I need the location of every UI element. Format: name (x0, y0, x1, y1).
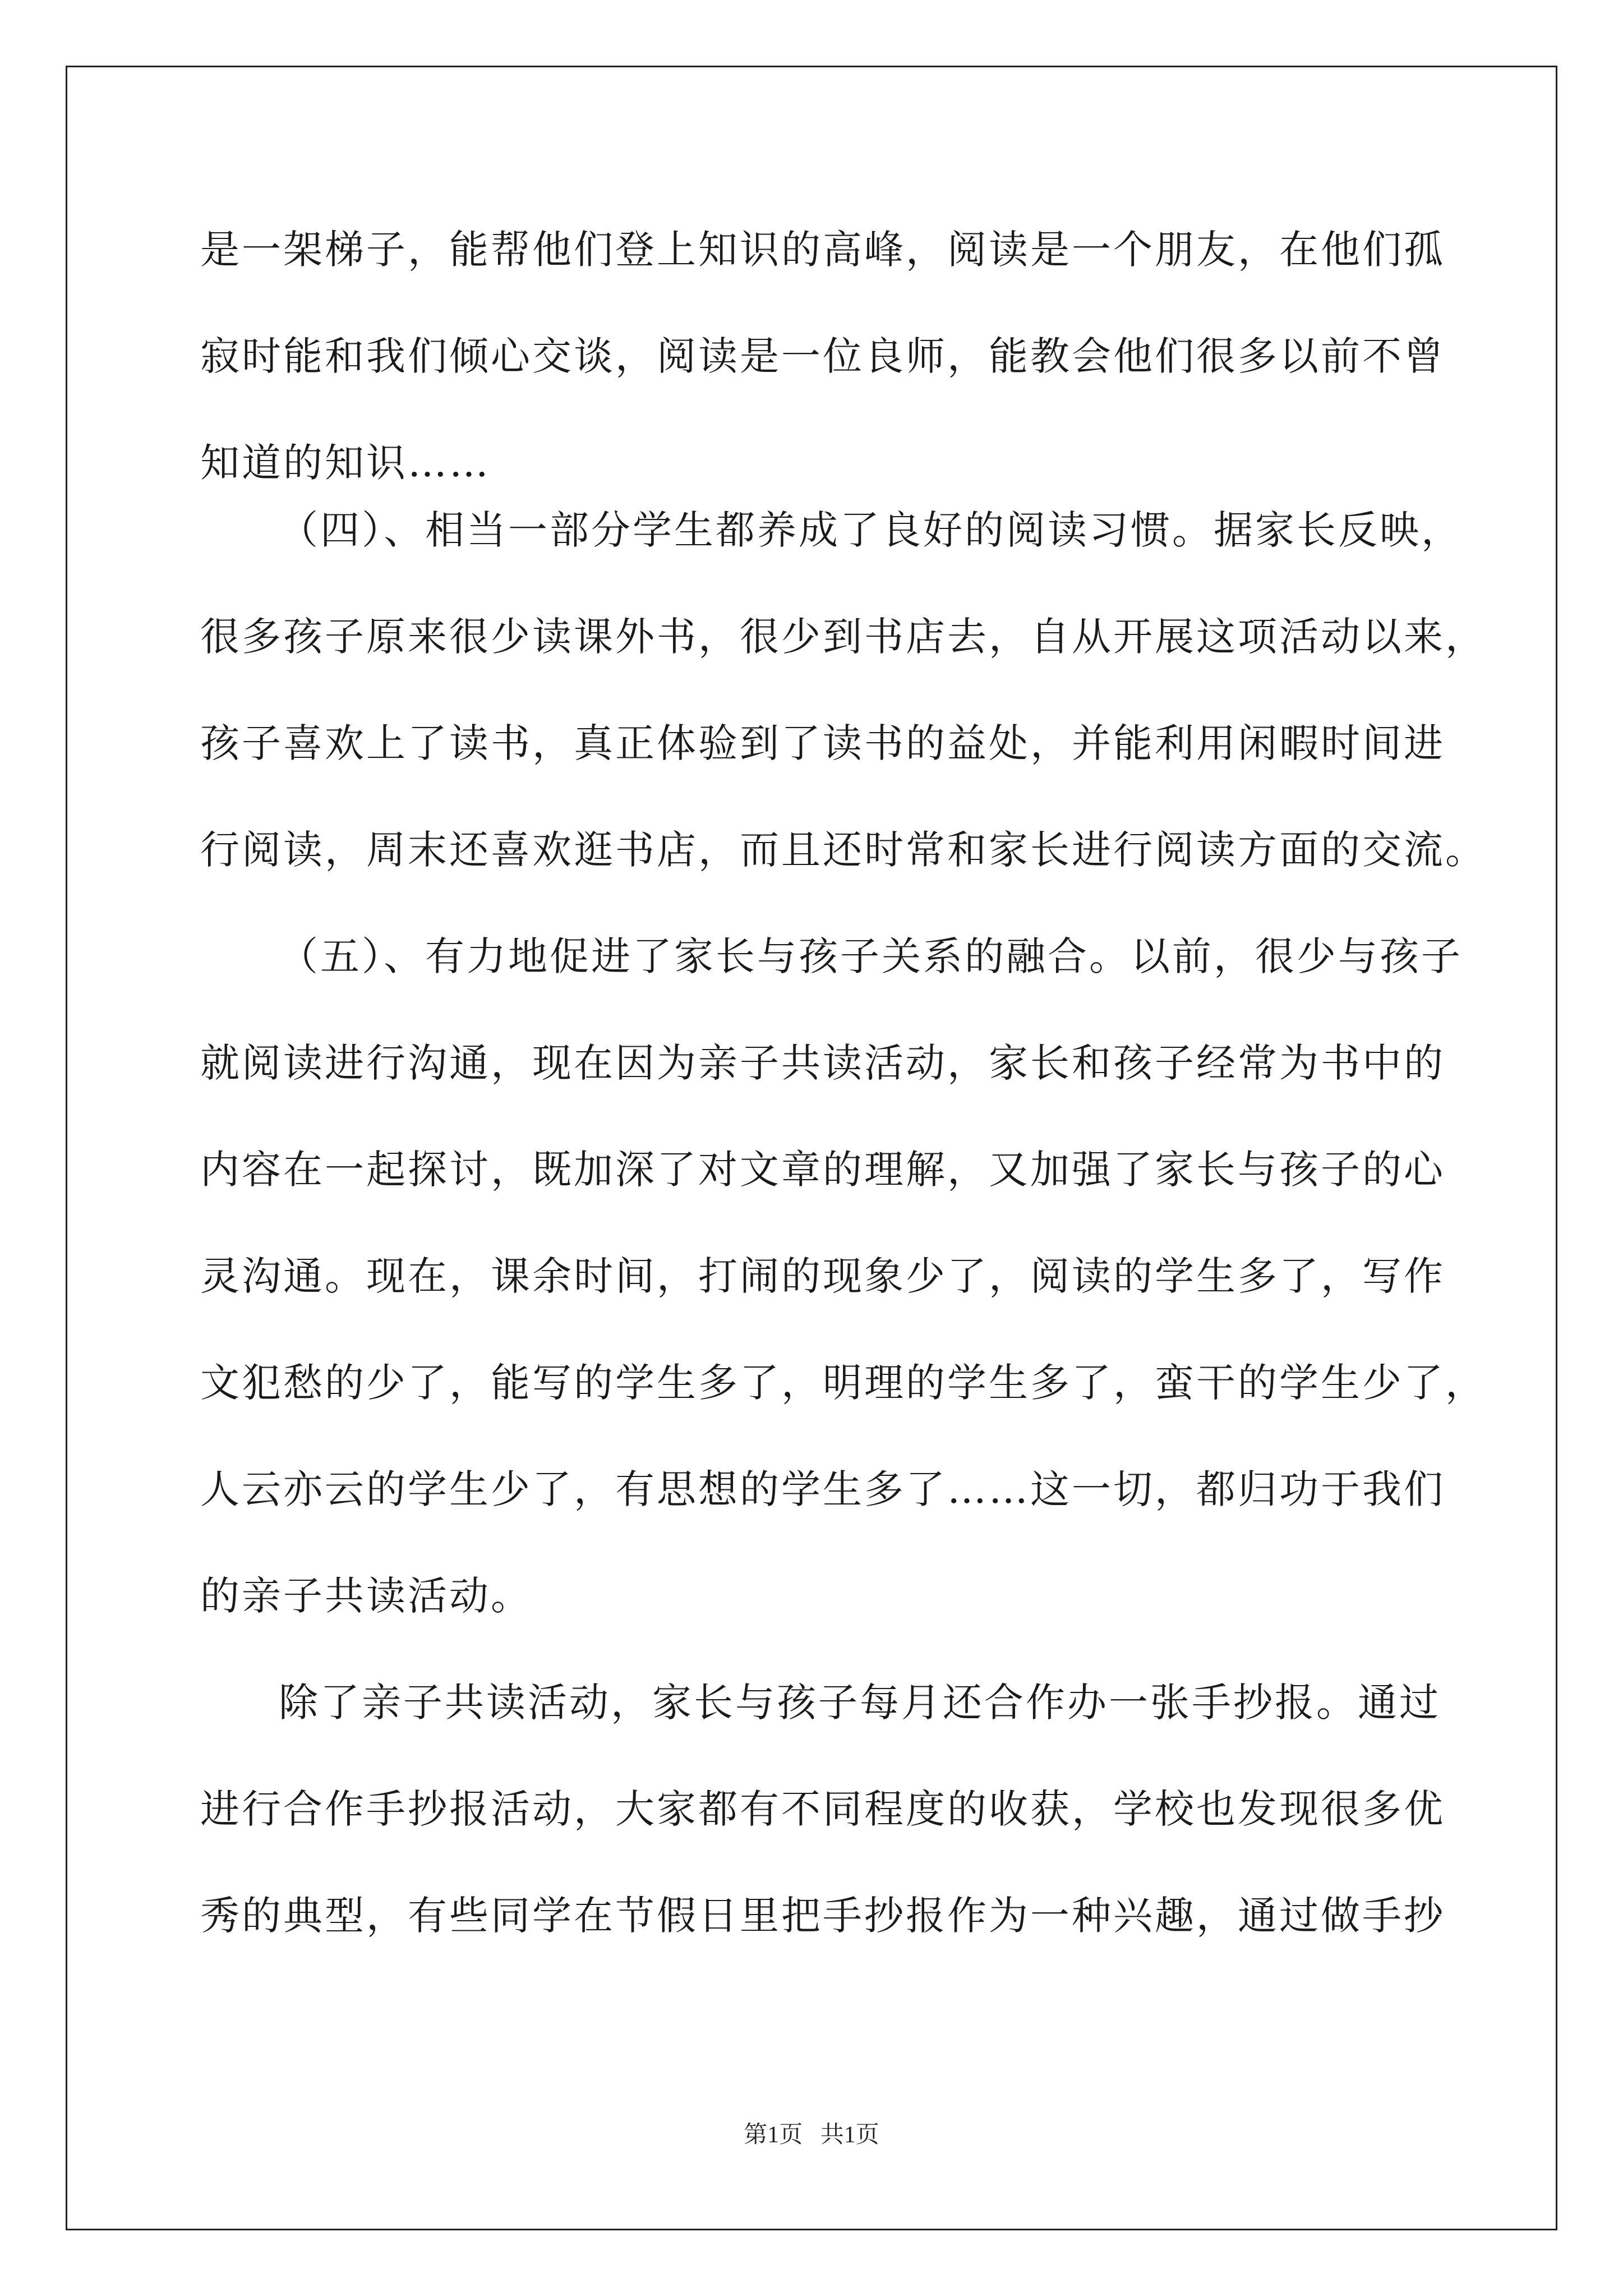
text-line: 内容在一起探讨，既加深了对文章的理解，又加强了家长与孩子的心 (200, 1147, 1445, 1193)
text-line: 的亲子共读活动。 (200, 1573, 532, 1619)
text-line: （五）、有力地促进了家长与孩子关系的融合。以前，很少与孩子 (279, 933, 1463, 979)
page-footer: 第1页 共1页 (744, 2122, 879, 2148)
text-line: 除了亲子共读活动，家长与孩子每月还合作办一张手抄报。通过 (279, 1680, 1441, 1726)
text-line: 孩子喜欢上了读书，真正体验到了读书的益处，并能利用闲暇时间进 (200, 720, 1445, 766)
text-line: 文犯愁的少了，能写的学生多了，明理的学生多了，蛮干的学生少了， (200, 1360, 1487, 1406)
text-line: 很多孩子原来很少读课外书，很少到书店去，自从开展这项活动以来， (200, 614, 1487, 660)
text-line: 寂时能和我们倾心交谈，阅读是一位良师，能教会他们很多以前不曾 (200, 333, 1445, 379)
text-line: 就阅读进行沟通，现在因为亲子共读活动，家长和孩子经常为书中的 (200, 1040, 1445, 1086)
text-line: 行阅读，周末还喜欢逛书店，而且还时常和家长进行阅读方面的交流。 (200, 827, 1487, 873)
text-line: 知道的知识…… (200, 440, 491, 486)
text-line: 人云亦云的学生少了，有思想的学生多了……这一切，都归功于我们 (200, 1466, 1445, 1512)
text-line: 秀的典型，有些同学在节假日里把手抄报作为一种兴趣，通过做手抄 (200, 1893, 1445, 1939)
text-line: 灵沟通。现在，课余时间，打闹的现象少了，阅读的学生多了，写作 (200, 1253, 1445, 1299)
text-line: 是一架梯子，能帮他们登上知识的高峰，阅读是一个朋友，在他们孤 (200, 227, 1445, 273)
text-line: （四）、相当一部分学生都养成了良好的阅读习惯。据家长反映， (279, 507, 1463, 553)
text-line: 进行合作手抄报活动，大家都有不同程度的收获，学校也发现很多优 (200, 1786, 1445, 1832)
